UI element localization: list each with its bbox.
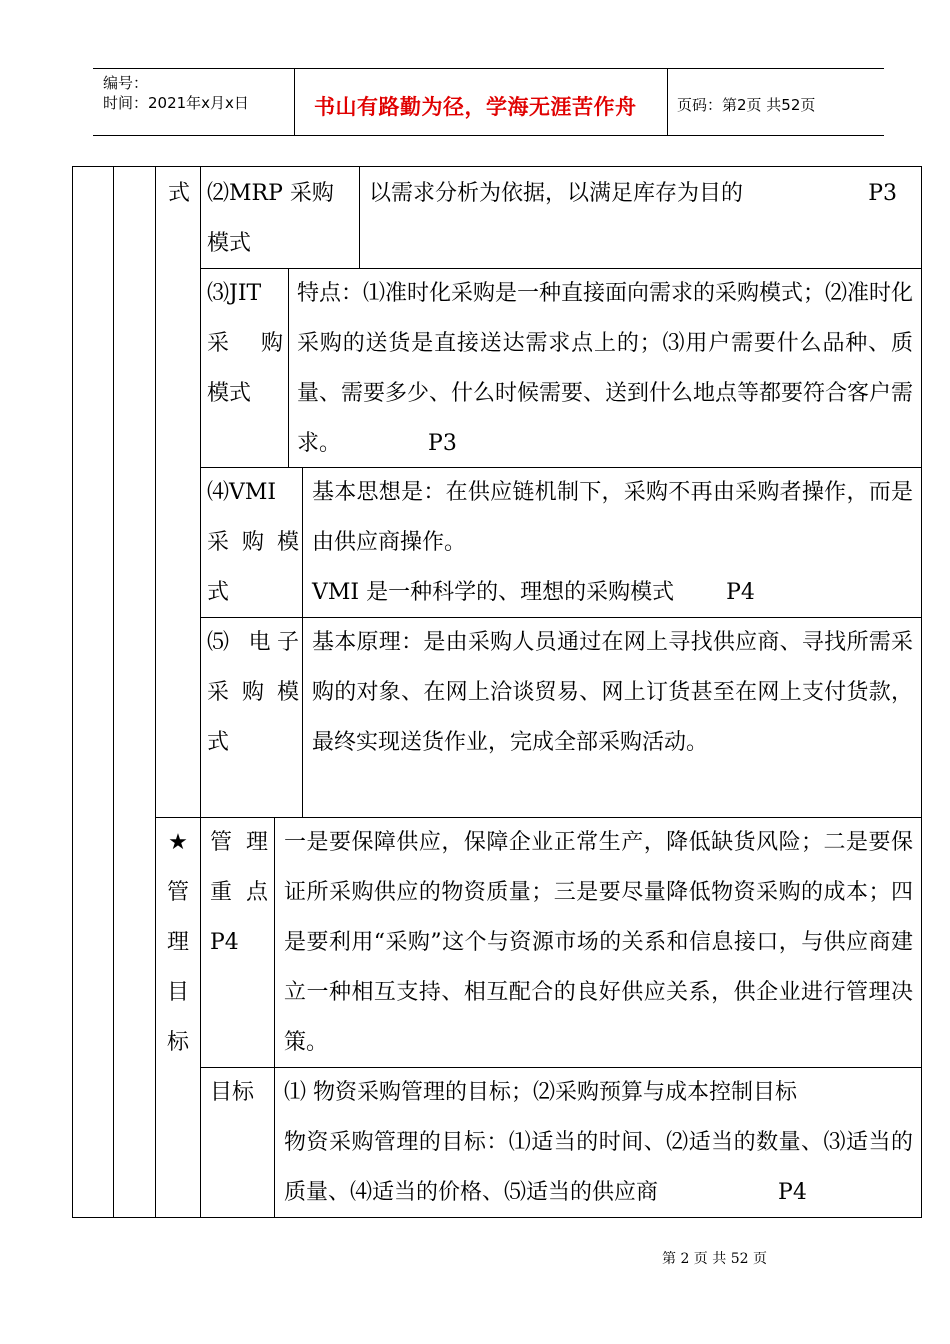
star-icon: ★: [168, 830, 188, 855]
row-focus-content: 一是要保障供应，保障企业正常生产，降低缺货风险；二是要保证所采购供应的物资质量；三是要尽量降低物资采购的成本；四是要利用“采购”这个与资源市场的关系和信息接口，与供应商建立一种相互支持、相互配合的良好供应关系，供企业进行管理决策。: [284, 830, 913, 1055]
page-footer: 第 2 页 共 52 页: [662, 1251, 767, 1267]
serial-label: 编号：: [103, 74, 149, 92]
time-label: 时间：2021年x月x日: [103, 94, 249, 112]
row-focus-label: 管 理 重 点 P4: [210, 830, 268, 955]
row-eproc-content: 基本原理：是由采购人员通过在网上寻找供应商、寻找所需采购的对象、在网上洽谈贸易、网上订货甚至在网上支付货款，最终实现送货作业，完成全部采购活动。: [312, 630, 913, 755]
header-divider-1: [294, 68, 295, 136]
section-management-goal-label: ★ 管 理 目 标: [158, 818, 198, 1068]
mode-column-fragment: 式: [167, 181, 190, 206]
row-goal-content: ⑴ 物资采购管理的目标；⑵采购预算与成本控制目标 物资采购管理的目标：⑴适当的时间、⑵适当的数量、⑶适当的质量、⑷适当的价格、⑸适当的供应商 P4: [284, 1080, 913, 1205]
row-vmi-content: 基本思想是：在供应链机制下，采购不再由采购者操作，而是由供应商操作。 VMI 是一种科学的、理想的采购模式 P4: [312, 480, 913, 605]
page-ref: P3: [428, 431, 457, 456]
page-ref: P3: [868, 181, 897, 206]
page-ref: P4: [778, 1180, 807, 1205]
page-ref: P4: [726, 580, 755, 605]
row-mrp-label: ⑵MRP 采购 模式: [207, 181, 334, 256]
row-eproc-label: ⑸ 电子 采购模 式: [207, 630, 299, 755]
header-motto: 书山有路勤为径，学海无涯苦作舟: [314, 95, 637, 119]
row-jit-label: ⑶JIT 采 购 模式: [207, 281, 283, 406]
header-top-rule: [93, 68, 884, 69]
header-bottom-rule: [93, 135, 884, 136]
header-divider-2: [667, 68, 668, 136]
row-goal-label: 目标: [210, 1080, 255, 1105]
page-info: 页码：第2页 共52页: [677, 96, 816, 114]
row-jit-content: 特点：⑴准时化采购是一种直接面向需求的采购模式；⑵准时化采购的送货是直接送达需求点上的；⑶用户需要什么品种、质量、需要多少、什么时候需要、送到什么地点等都要符合客户需求。 P3: [297, 281, 914, 456]
row-vmi-label: ⑷VMI 采购模 式: [207, 480, 299, 605]
row-mrp-content: 以需求分析为依据，以满足库存为目的 P3: [369, 169, 897, 219]
